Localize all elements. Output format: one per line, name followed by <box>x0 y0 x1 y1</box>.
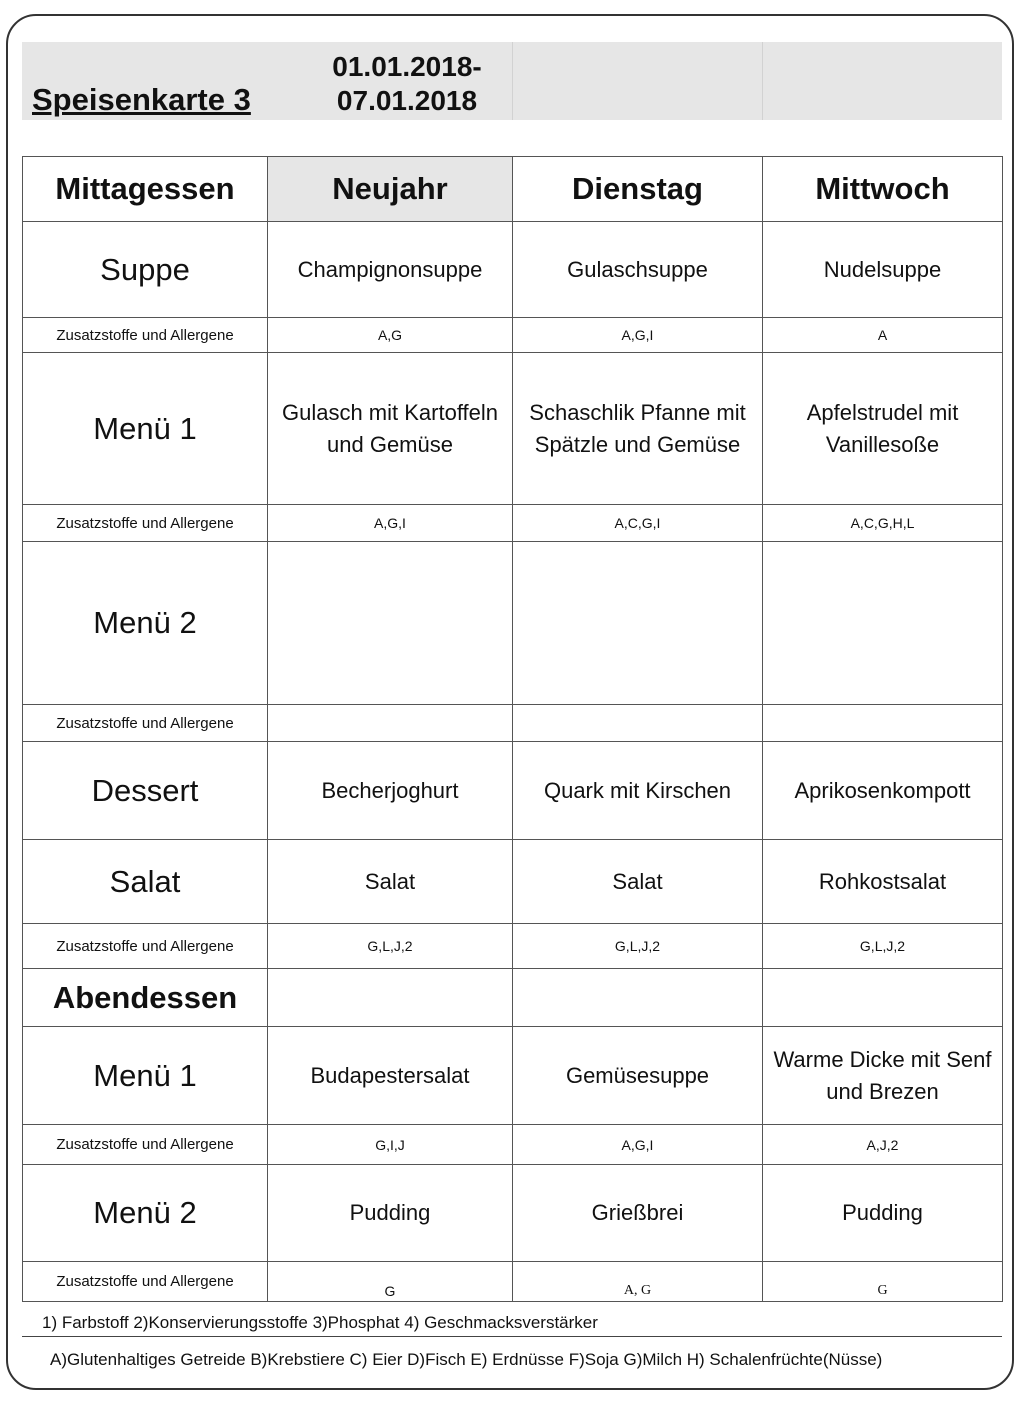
footer-divider <box>22 1336 1002 1337</box>
allergen-cell: G <box>268 1262 513 1302</box>
allergen-cell-empty <box>513 705 763 742</box>
header-divider <box>762 42 763 120</box>
allergen-cell: A,G,I <box>513 1125 763 1165</box>
table-row-allergens <box>23 1125 1003 1165</box>
dish-cell: Grießbrei <box>513 1165 763 1262</box>
allergen-label: Zusatzstoffe und Allergene <box>23 924 268 969</box>
table-row-allergens <box>23 924 1003 969</box>
table-header-row <box>23 157 1003 222</box>
allergen-cell: G,L,J,2 <box>513 924 763 969</box>
row-label-menu1: Menü 1 <box>23 353 268 505</box>
menu-header <box>22 42 1002 120</box>
menu-table <box>22 156 1003 1302</box>
row-label-menu2: Menü 2 <box>23 542 268 705</box>
allergen-cell: A,G <box>268 318 513 353</box>
dish-cell: Pudding <box>268 1165 513 1262</box>
dish-cell: Quark mit Kirschen <box>513 742 763 840</box>
dish-cell-empty <box>268 542 513 705</box>
allergen-cell: A <box>763 318 1003 353</box>
dish-cell: Warme Dicke mit Senf und Brezen <box>763 1027 1003 1125</box>
dish-cell: Salat <box>513 840 763 924</box>
allergens-legend: A)Glutenhaltiges Getreide B)Krebstiere C) Eier D)Fisch E) Erdnüsse F)Soja G)Milch H) Schalenfrüchte(Nüsse) <box>50 1350 883 1369</box>
table-row-salat <box>23 840 1003 924</box>
allergen-cell: A,C,G,H,L <box>763 505 1003 542</box>
allergen-cell: G,L,J,2 <box>268 924 513 969</box>
allergen-cell: A, G <box>513 1262 763 1302</box>
table-row-allergens <box>23 318 1003 353</box>
dish-cell: Nudelsuppe <box>763 222 1003 318</box>
empty-cell <box>763 969 1003 1027</box>
empty-cell <box>268 969 513 1027</box>
header-divider <box>512 42 513 120</box>
empty-cell <box>513 969 763 1027</box>
table-row-allergens <box>23 1262 1003 1302</box>
date-start: 01.01.2018- <box>332 51 482 82</box>
table-row-allergens <box>23 705 1003 742</box>
allergen-label: Zusatzstoffe und Allergene <box>23 1262 268 1302</box>
date-end: 07.01.2018 <box>336 85 478 116</box>
allergen-cell-empty <box>268 705 513 742</box>
table-row-dinner-menu2 <box>23 1165 1003 1262</box>
allergen-label: Zusatzstoffe und Allergene <box>23 705 268 742</box>
dish-cell: Apfelstrudel mit Vanillesoße <box>763 353 1003 505</box>
dish-cell: Gemüsesuppe <box>513 1027 763 1125</box>
allergen-label: Zusatzstoffe und Allergene <box>23 1125 268 1165</box>
table-row-menu1 <box>23 353 1003 505</box>
column-header-neujahr: Neujahr <box>268 157 513 222</box>
column-header-dienstag: Dienstag <box>513 157 763 222</box>
allergen-cell-empty <box>763 705 1003 742</box>
row-label-dessert: Dessert <box>23 742 268 840</box>
dish-cell: Salat <box>268 840 513 924</box>
table-row-menu2 <box>23 542 1003 705</box>
dish-cell: Gulasch mit Kartoffeln und Gemüse <box>268 353 513 505</box>
dish-cell: Pudding <box>763 1165 1003 1262</box>
dish-cell: Aprikosenkompott <box>763 742 1003 840</box>
page-title: Speisenkarte 3 <box>32 82 251 117</box>
allergen-label: Zusatzstoffe und Allergene <box>23 505 268 542</box>
dish-cell: Budapestersalat <box>268 1027 513 1125</box>
allergen-cell: G <box>763 1262 1003 1302</box>
table-row-dinner-menu1 <box>23 1027 1003 1125</box>
section-heading-abendessen: Abendessen <box>23 969 268 1027</box>
row-label-dinner-menu1: Menü 1 <box>23 1027 268 1125</box>
allergen-cell: A,G,I <box>268 505 513 542</box>
dish-cell-empty <box>763 542 1003 705</box>
row-label-salat: Salat <box>23 840 268 924</box>
column-header-mittwoch: Mittwoch <box>763 157 1003 222</box>
allergen-cell: A,G,I <box>513 318 763 353</box>
dish-cell: Champignonsuppe <box>268 222 513 318</box>
table-row-abendessen <box>23 969 1003 1027</box>
dish-cell: Rohkostsalat <box>763 840 1003 924</box>
column-header-mittagessen: Mittagessen <box>23 157 268 222</box>
dish-cell: Gulaschsuppe <box>513 222 763 318</box>
table-row-suppe <box>23 222 1003 318</box>
allergen-cell: A,C,G,I <box>513 505 763 542</box>
allergen-cell: G,L,J,2 <box>763 924 1003 969</box>
table-row-dessert <box>23 742 1003 840</box>
additives-legend: 1) Farbstoff 2)Konservierungsstoffe 3)Phosphat 4) Geschmacksverstärker <box>42 1313 598 1332</box>
dish-cell: Schaschlik Pfanne mit Spätzle und Gemüse <box>513 353 763 505</box>
row-label-dinner-menu2: Menü 2 <box>23 1165 268 1262</box>
allergen-label: Zusatzstoffe und Allergene <box>23 318 268 353</box>
dish-cell: Becherjoghurt <box>268 742 513 840</box>
table-row-allergens <box>23 505 1003 542</box>
allergen-cell: A,J,2 <box>763 1125 1003 1165</box>
date-range <box>302 50 512 118</box>
row-label-suppe: Suppe <box>23 222 268 318</box>
allergen-cell: G,I,J <box>268 1125 513 1165</box>
dish-cell-empty <box>513 542 763 705</box>
